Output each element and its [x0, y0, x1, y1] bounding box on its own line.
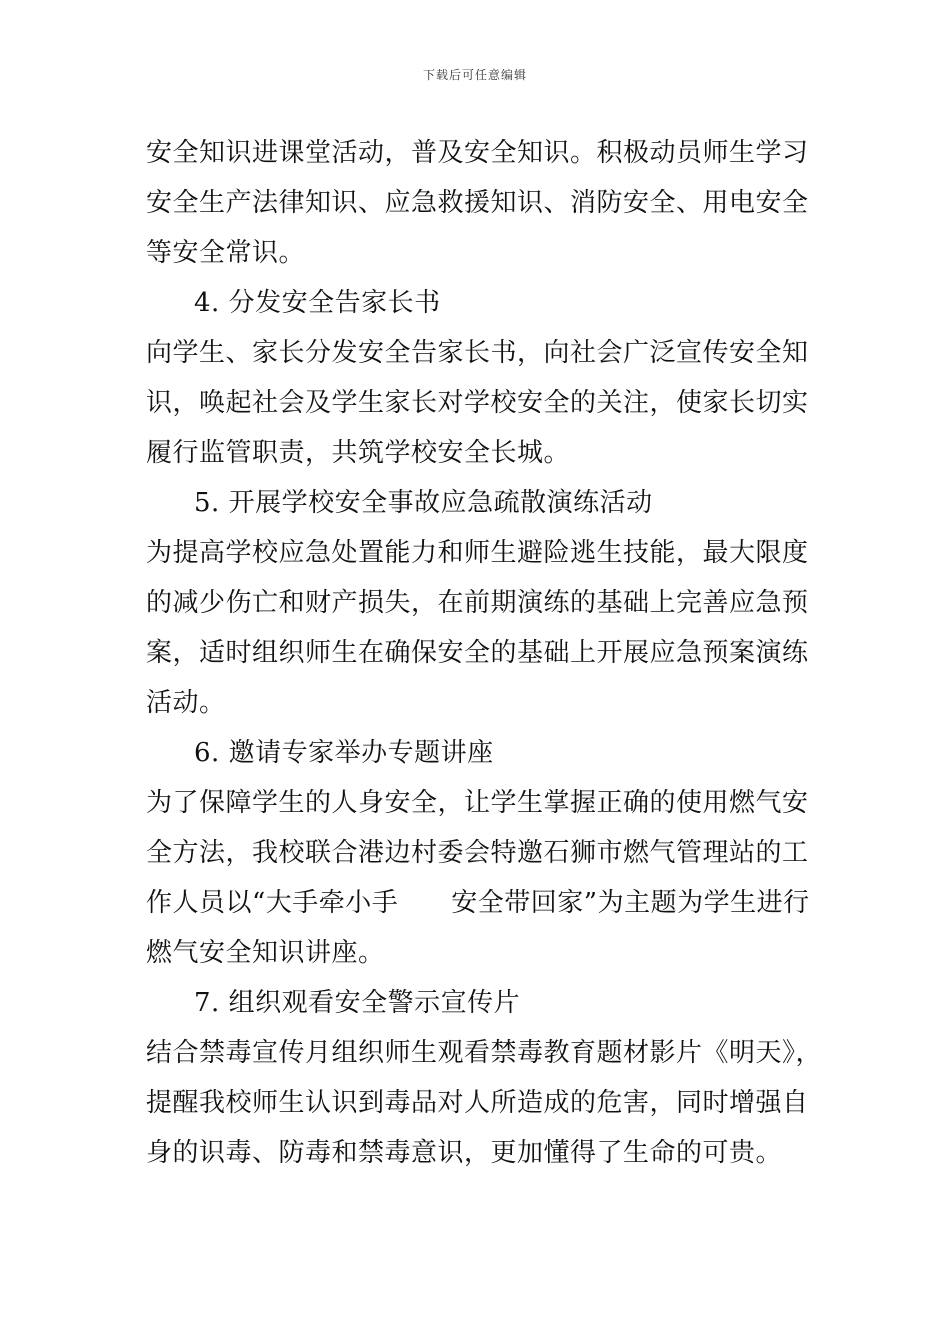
section-heading-5: 5. 开展学校安全事故应急疏散演练活动 — [194, 488, 653, 518]
body-line: 识，唤起社会及学生家长对学校安全的关注，使家长切实 — [146, 388, 809, 418]
body-line: 安全知识进课堂活动，普及安全知识。积极动员师生学习 — [146, 138, 809, 168]
body-line: 作人员以“大手牵小手 安全带回家”为主题为学生进行 — [146, 888, 810, 918]
body-line: 向学生、家长分发安全告家长书，向社会广泛宣传安全知 — [146, 338, 809, 368]
section-heading-4: 4. 分发安全告家长书 — [194, 288, 441, 318]
body-line: 等安全常识。 — [146, 238, 306, 268]
body-line: 提醒我校师生认识到毒品对人所造成的危害，同时增强自 — [146, 1088, 809, 1118]
body-line: 案，适时组织师生在确保安全的基础上开展应急预案演练 — [146, 638, 809, 668]
document-body — [146, 128, 823, 1178]
body-line: 为提高学校应急处置能力和师生避险逃生技能，最大限度 — [146, 538, 809, 568]
body-line: 履行监管职责，共筑学校安全长城。 — [146, 438, 571, 468]
body-line: 全方法，我校联合港边村委会特邀石狮市燃气管理站的工 — [146, 838, 809, 868]
body-line: 安全生产法律知识、应急救援知识、消防安全、用电安全 — [146, 188, 809, 218]
body-line: 活动。 — [146, 688, 226, 718]
header-note: 下载后可任意编辑 — [422, 68, 527, 82]
body-line: 身的识毒、防毒和禁毒意识，更加懂得了生命的可贵。 — [146, 1138, 783, 1168]
section-heading-6: 6. 邀请专家举办专题讲座 — [194, 738, 494, 768]
body-line: 结合禁毒宣传月组织师生观看禁毒教育题材影片《明天》， — [146, 1038, 823, 1068]
body-line: 的减少伤亡和财产损失，在前期演练的基础上完善应急预 — [146, 588, 809, 618]
body-line: 燃气安全知识讲座。 — [146, 938, 385, 968]
section-heading-7: 7. 组织观看安全警示宣传片 — [194, 988, 521, 1018]
body-line: 为了保障学生的人身安全，让学生掌握正确的使用燃气安 — [146, 788, 809, 818]
